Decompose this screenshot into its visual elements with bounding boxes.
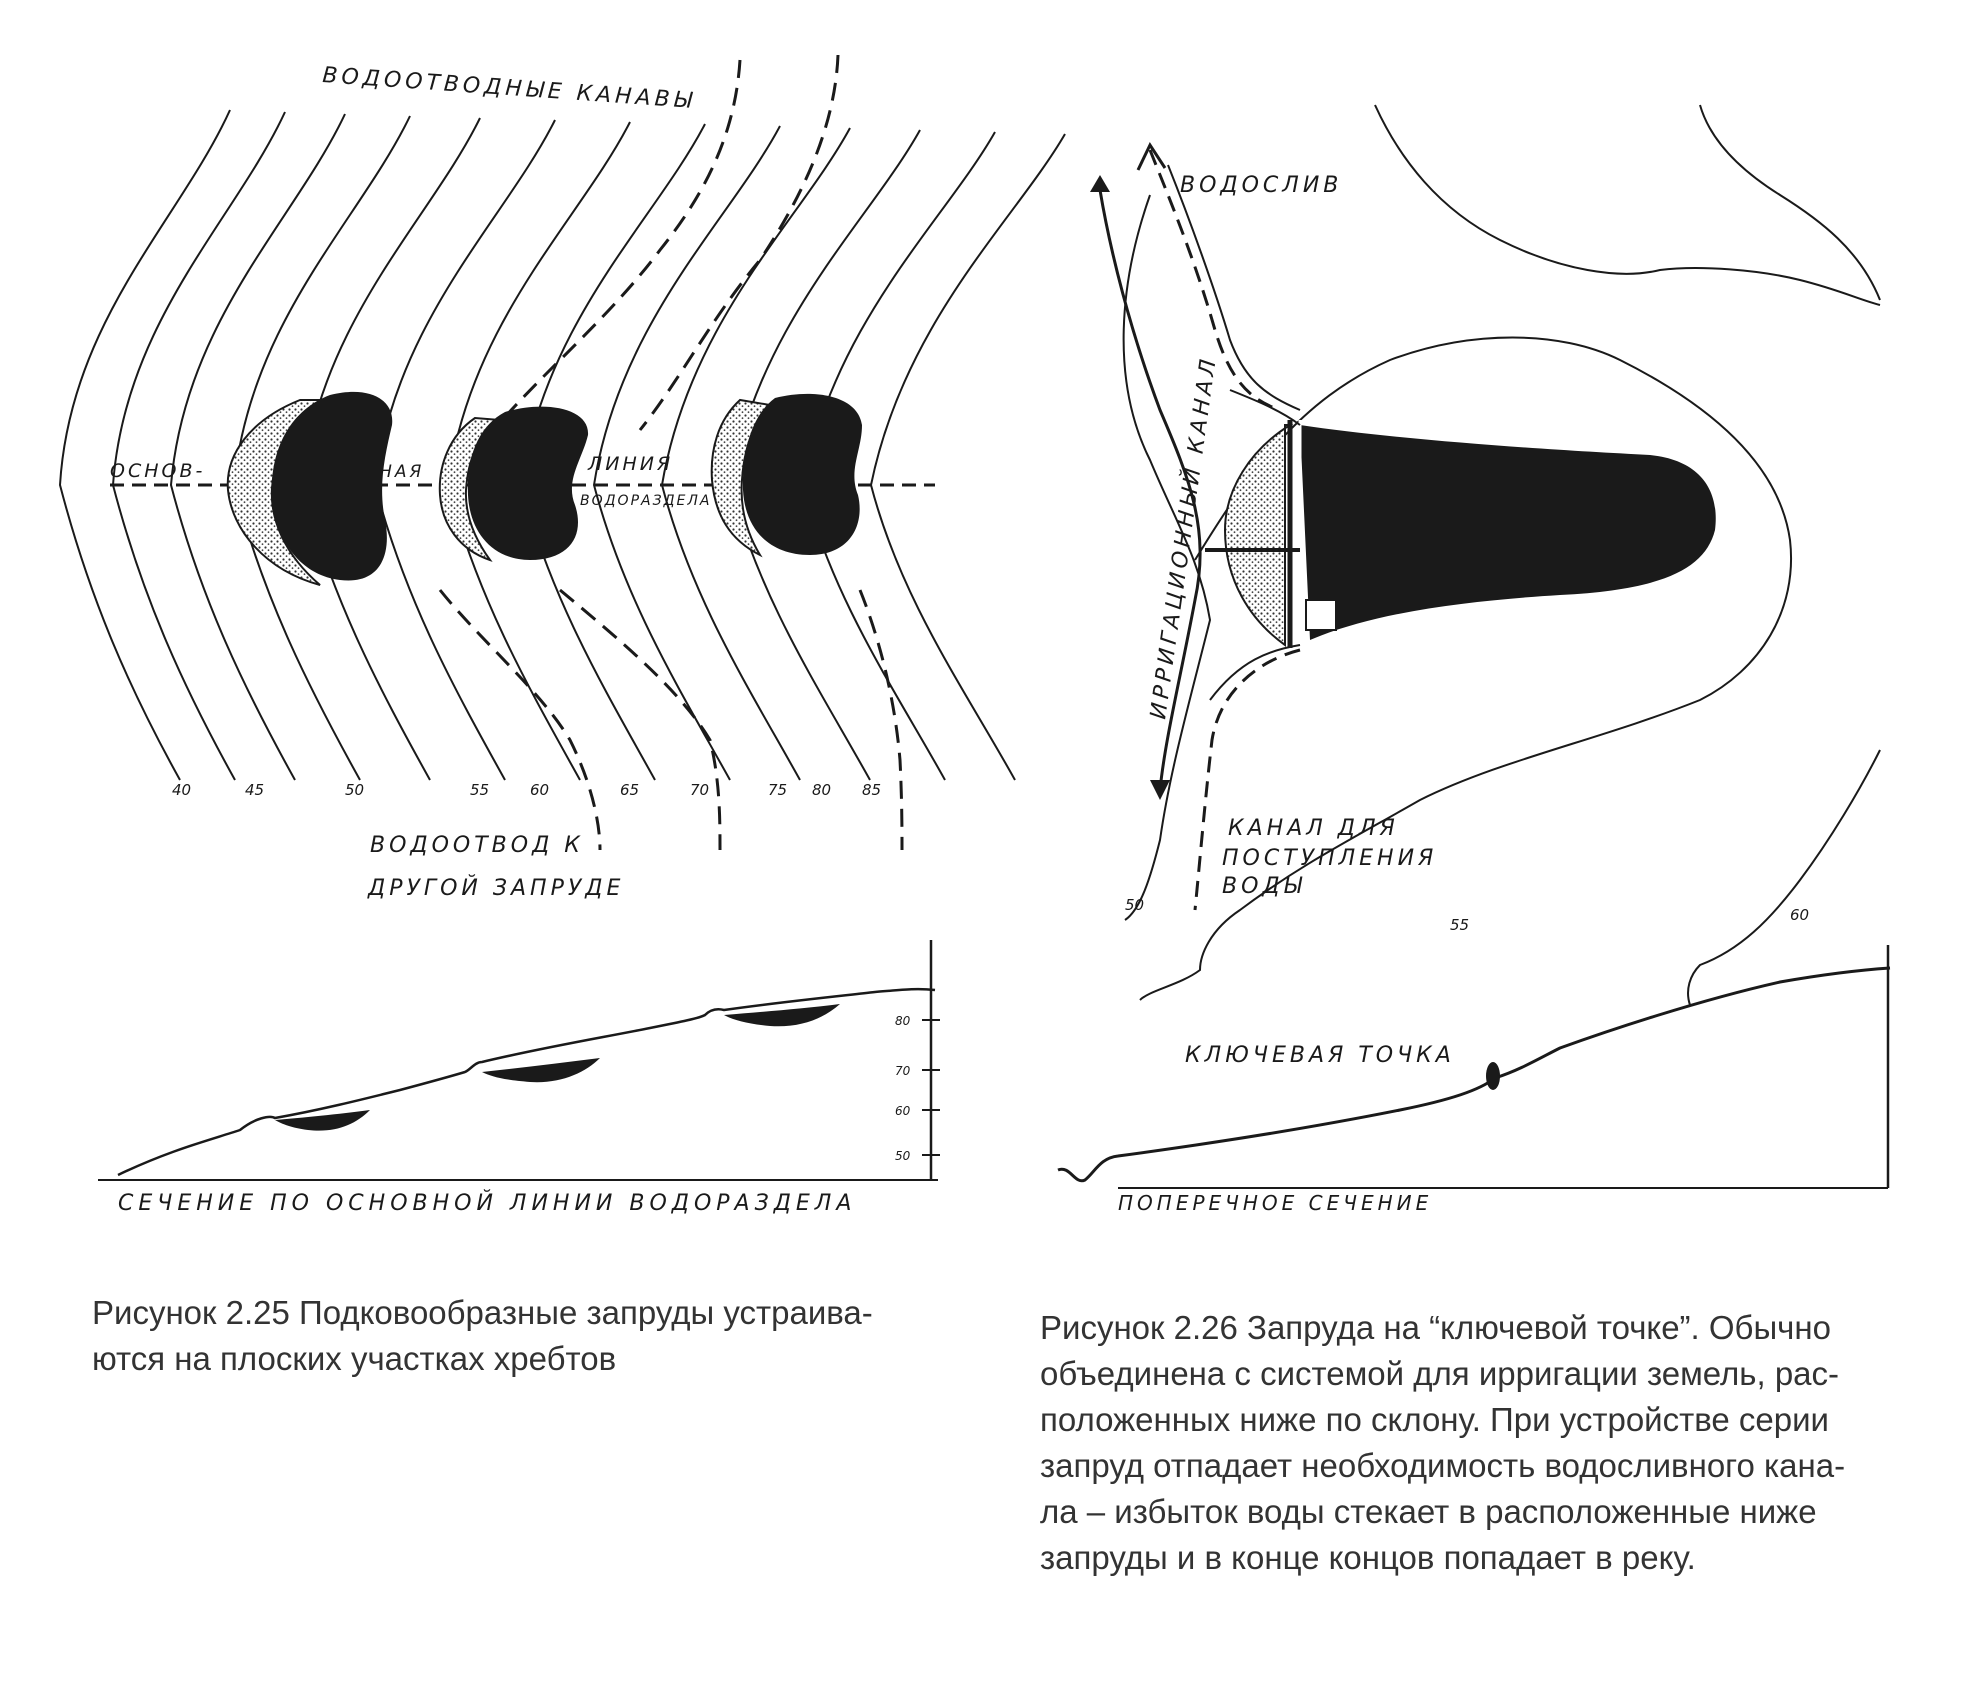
dam-2-water (468, 407, 588, 560)
profile-pond-1 (275, 1110, 370, 1131)
contour-elevation-label: 55 (1450, 916, 1470, 934)
label-inflow-1: КАНАЛ ДЛЯ (1228, 816, 1399, 841)
label-drain-to-other-dam-1: ВОДООТВОД К (370, 833, 584, 858)
horseshoe-dam-2 (440, 407, 588, 560)
label-drain-to-other-dam-2: ДРУГОЙ ЗАПРУДЕ (368, 876, 625, 901)
profile-section-25 (98, 940, 940, 1216)
label-spillway: ВОДОСЛИВ (1180, 173, 1343, 198)
caption-line: Рисунок 2.25 Подковообразные запруды устраива- (92, 1294, 873, 1331)
inflow-channel (1195, 650, 1300, 910)
contour-60-upper-right (1700, 105, 1880, 300)
contour-elevation-label: 60 (1790, 906, 1810, 924)
contour-elevation-label: 70 (690, 781, 710, 799)
keypoint-dam (1205, 390, 1716, 700)
caption-line: ются на плоских участках хребтов (92, 1340, 617, 1377)
label-main-ridge-2: -НАЯ (370, 462, 425, 482)
caption-line: запруд отпадает необходимость водосливного кана- (1040, 1447, 1846, 1484)
contour-elevation-labels-26 (1125, 896, 1809, 934)
profile-pond-2 (482, 1058, 600, 1082)
caption-line: запруды и в конце концов попадает в реку. (1040, 1539, 1696, 1576)
label-inflow-2: ПОСТУПЛЕНИЯ (1222, 846, 1438, 871)
contour-elevation-label: 40 (172, 781, 192, 799)
drain-channel-5 (860, 590, 902, 850)
contour-line (871, 134, 1065, 780)
figure-2-26 (1058, 105, 1890, 1215)
cross-section-ground-line (1058, 968, 1890, 1181)
label-irrigation-channel: ИРРИГАЦИОННЫЙ КАНАЛ (1146, 353, 1223, 721)
profile-section-26 (1058, 945, 1890, 1215)
contour-60-lower (1688, 750, 1880, 1005)
label-drain-channels: ВОДООТВОДНЫЕ КАНАВЫ (321, 63, 697, 115)
horseshoe-dam-3 (712, 394, 862, 555)
caption-line: положенных ниже по склону. При устройстве серии (1040, 1401, 1829, 1438)
contour-60-top (1375, 105, 1880, 305)
keypoint-dam-bank-top (1230, 390, 1300, 425)
profile-axis-ticks (895, 1014, 940, 1163)
label-keypoint: КЛЮЧЕВАЯ ТОЧКА (1185, 1043, 1455, 1068)
contour-elevation-label: 75 (768, 781, 788, 799)
contour-elevation-label: 50 (1125, 896, 1145, 914)
profile-axis-label: 50 (895, 1149, 911, 1163)
contour-elevation-label: 50 (345, 781, 365, 799)
contour-elevation-label: 60 (530, 781, 550, 799)
keypoint-dam-embankment (1225, 425, 1290, 645)
contour-elevation-labels (172, 781, 881, 799)
contour-elevation-label: 45 (245, 781, 265, 799)
keypoint-pond (1300, 425, 1716, 640)
profile-axis-label: 60 (895, 1104, 911, 1118)
caption-figure-2-25 (92, 1290, 952, 1382)
irrigation-channel-arrow-top (1090, 175, 1110, 192)
contour-55 (1140, 338, 1791, 1001)
horseshoe-dam-1 (228, 392, 392, 585)
contour-elevation-label: 85 (862, 781, 882, 799)
caption-line: Рисунок 2.26 Запруда на “ключевой точке”. Обычно (1040, 1309, 1831, 1346)
contour-elevation-label: 80 (812, 781, 832, 799)
dam-3-water (743, 394, 862, 555)
contour-elevation-label: 55 (470, 781, 490, 799)
profile-axis-label: 70 (895, 1064, 911, 1078)
horseshoe-dams (228, 392, 862, 585)
figure-2-25 (60, 55, 1065, 1216)
label-main-ridge-3: ЛИНИЯ (588, 453, 674, 475)
contour-elevation-label: 65 (620, 781, 640, 799)
label-inflow-3: ВОДЫ (1222, 874, 1306, 899)
caption-line: объединена с системой для ирригации земель, рас- (1040, 1355, 1840, 1392)
caption-line: ла – избыток воды стекает в расположенные ниже (1040, 1493, 1817, 1530)
profile-axis-label: 80 (895, 1014, 911, 1028)
contour-line (60, 110, 230, 780)
keypoint-marker (1486, 1062, 1500, 1090)
label-main-ridge-4: ВОДОРАЗДЕЛА (580, 493, 712, 509)
label-cross-section: ПОПЕРЕЧНОЕ СЕЧЕНИЕ (1118, 1191, 1433, 1215)
caption-figure-2-26 (1040, 1305, 1900, 1581)
keypoint-gate (1306, 600, 1336, 630)
drain-channel-3 (440, 590, 600, 850)
drain-channel-1 (470, 60, 740, 460)
label-main-ridge-1: ОСНОВ- (110, 460, 206, 482)
label-section-ridge: СЕЧЕНИЕ ПО ОСНОВНОЙ ЛИНИИ ВОДОРАЗДЕЛА (118, 1191, 857, 1216)
